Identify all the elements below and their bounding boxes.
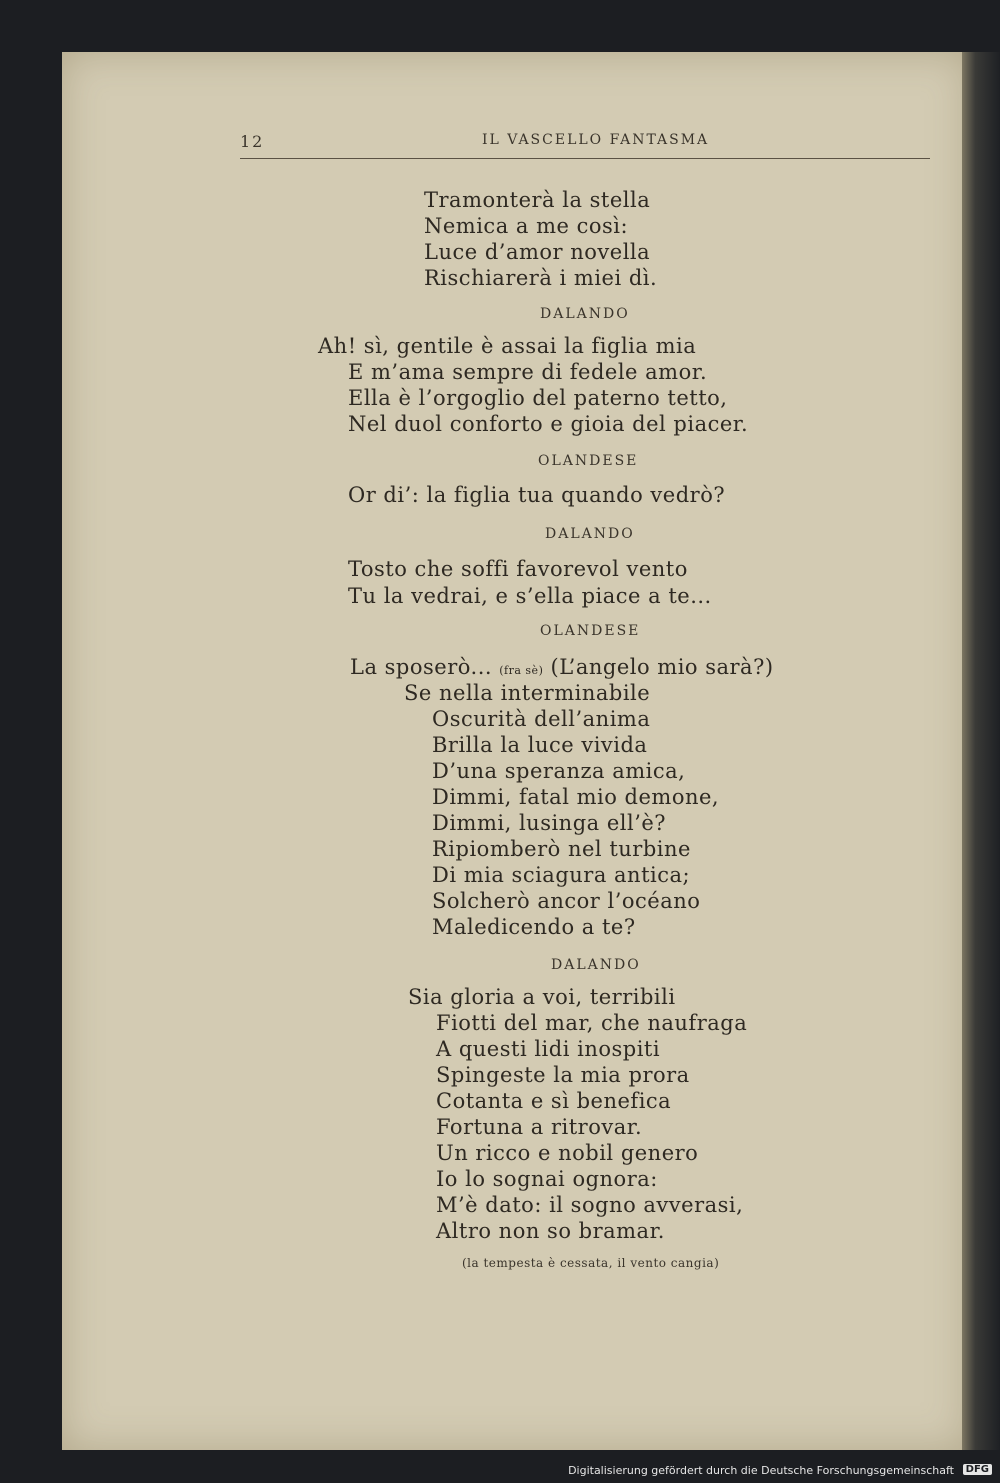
verse-line: Rischiarerà i miei dì. [424, 266, 658, 290]
verse-line-with-stage-note [350, 655, 774, 679]
speaker-name: DALANDO [545, 526, 635, 542]
verse-line: Tu la vedrai, e s’ella piace a te... [348, 584, 712, 608]
verse-line: Di mia sciagura antica; [432, 863, 691, 887]
speaker-name: DALANDO [551, 957, 641, 973]
stage-note: (fra sè) [499, 664, 544, 677]
speaker-name: OLANDESE [538, 453, 639, 469]
verse-line: Fiotti del mar, che naufraga [436, 1011, 748, 1035]
page-header [240, 130, 930, 160]
speaker-name: OLANDESE [540, 623, 641, 639]
verse-line: Solcherò ancor l’océano [432, 889, 701, 913]
verse-line: E m’ama sempre di fedele amor. [348, 360, 708, 384]
verse-line: Luce d’amor novella [424, 240, 651, 264]
header-rule [240, 158, 930, 159]
running-title: IL VASCELLO FANTASMA [482, 132, 710, 148]
verse-line: Io lo sognai ognora: [436, 1167, 658, 1191]
page-number: 12 [240, 132, 265, 151]
verse-line: D’una speranza amica, [432, 759, 686, 783]
verse-line: Or di’: la figlia tua quando vedrò? [348, 483, 726, 507]
verse-line: Dimmi, lusinga ell’è? [432, 811, 667, 835]
verse-fragment: (L’angelo mio sarà?) [550, 655, 774, 679]
speaker-name: DALANDO [540, 306, 630, 322]
verse-line: Dimmi, fatal mio demone, [432, 785, 720, 809]
verse-line: Altro non so bramar. [436, 1219, 665, 1243]
verse-line: Ripiomberò nel turbine [432, 837, 691, 861]
verse-line: Se nella interminabile [404, 681, 651, 705]
verse-line: Brilla la luce vivida [432, 733, 648, 757]
verse-line: Tosto che soffi favorevol vento [348, 557, 688, 581]
verse-line: Tramonterà la stella [424, 188, 651, 212]
verse-line: M’è dato: il sogno avverasi, [436, 1193, 744, 1217]
verse-line: A questi lidi inospiti [436, 1037, 661, 1061]
stage-direction: (la tempesta è cessata, il vento cangia) [462, 1256, 720, 1270]
verse-line: Ah! sì, gentile è assai la figlia mia [318, 334, 697, 358]
verse-line: Cotanta e sì benefica [436, 1089, 672, 1113]
funding-credit: Digitalisierung gefördert durch die Deutsche Forschungsgemeinschaft [568, 1464, 954, 1477]
dfg-logo: DFG [963, 1464, 992, 1475]
verse-line: Nemica a me così: [424, 214, 629, 238]
verse-line: Fortuna a ritrovar. [436, 1115, 643, 1139]
verse-line: Maledicendo a te? [432, 915, 636, 939]
verse-line: Spingeste la mia prora [436, 1063, 690, 1087]
verse-line: Oscurità dell’anima [432, 707, 651, 731]
verse-fragment: La sposerò... [350, 655, 493, 679]
book-edge [962, 52, 1000, 1450]
verse-line: Ella è l’orgoglio del paterno tetto, [348, 386, 728, 410]
verse-line: Sia gloria a voi, terribili [408, 985, 676, 1009]
footer-bar [0, 1460, 1000, 1483]
verse-line: Nel duol conforto e gioia del piacer. [348, 412, 749, 436]
verse-line: Un ricco e nobil genero [436, 1141, 699, 1165]
